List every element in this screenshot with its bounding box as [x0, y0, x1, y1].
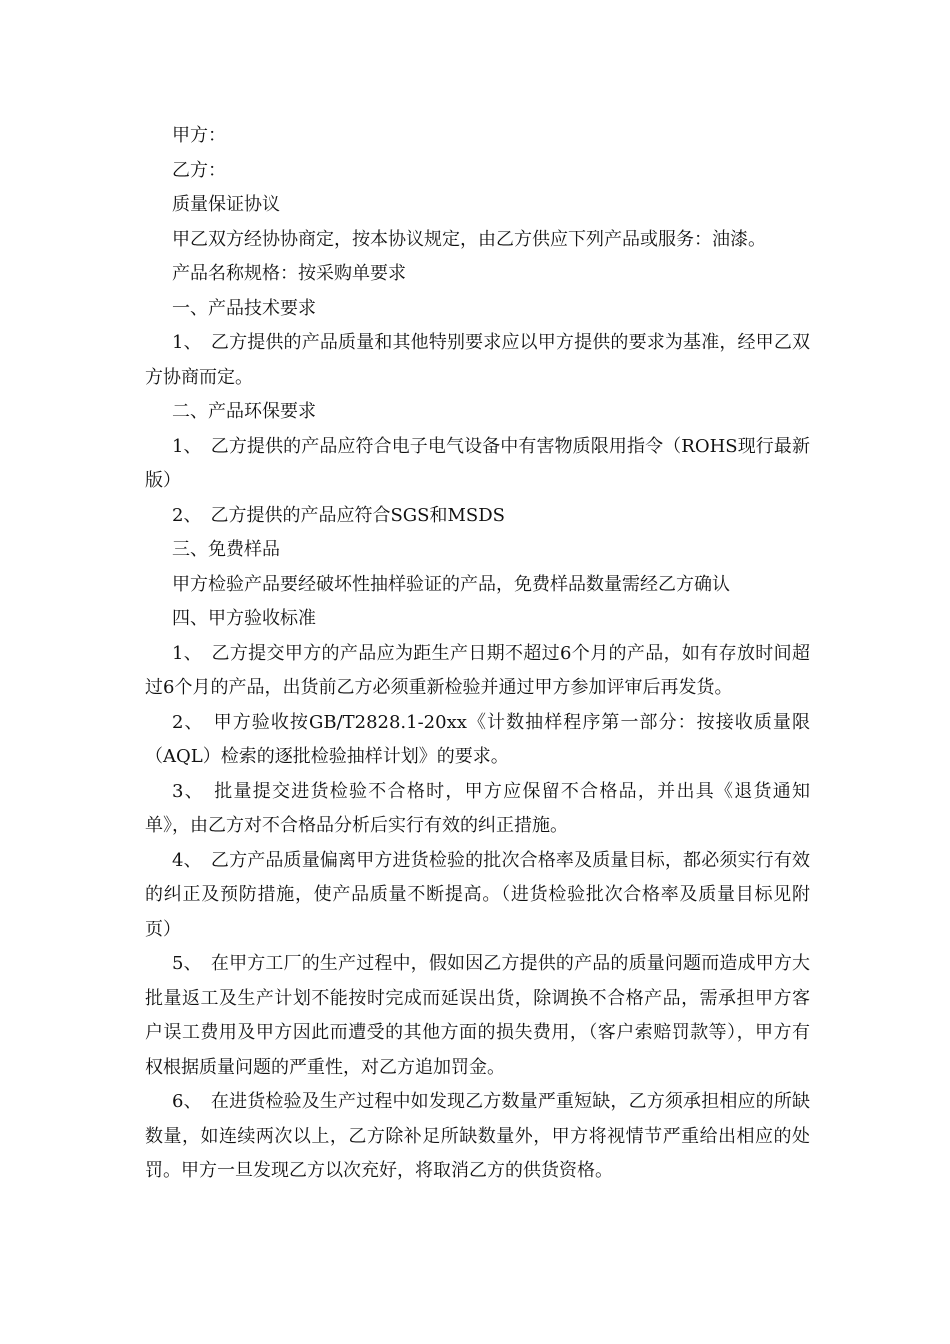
section-heading-environmental: 二、产品环保要求	[172, 401, 316, 422]
product-spec-line: 产品名称规格：按采购单要求	[172, 263, 406, 284]
section-heading-samples: 三、免费样品	[172, 539, 280, 560]
party-b-line: 乙方：	[172, 159, 226, 181]
acceptance-item-6: 6、 在进货检验及生产过程中如发现乙方数量严重短缺，乙方须承担相应的所缺数量，如连续两次以上，乙方除补足所缺数量外，甲方将视情节严重给出相应的处罚。甲方一旦发现乙方以次充好，将取消乙方的供货资格。	[145, 1091, 810, 1181]
intro-paragraph: 甲乙双方经协协商定，按本协议规定，由乙方供应下列产品或服务：油漆。	[172, 228, 766, 250]
party-a-line: 甲方：	[172, 125, 226, 146]
section-heading-technical: 一、产品技术要求	[172, 297, 316, 319]
document-title: 质量保证协议	[172, 194, 280, 215]
acceptance-item-4: 4、 乙方产品质量偏离甲方进货检验的批次合格率及质量目标，都必须实行有效的纠正及预防措施，使产品质量不断提高。（进货检验批次合格率及质量目标见附页）	[145, 849, 810, 940]
acceptance-item-2: 2、 甲方验收按GB/T2828.1-20xx《计数抽样程序第一部分：按接收质量限（AQL）检索的逐批检验抽样计划》的要求。	[145, 711, 810, 767]
environmental-item-2: 2、 乙方提供的产品应符合SGS和MSDS	[172, 504, 506, 526]
acceptance-item-5: 5、 在甲方工厂的生产过程中，假如因乙方提供的产品的质量问题而造成甲方大批量返工及生产计划不能按时完成而延误出货，除调换不合格产品，需承担甲方客户误工费用及甲方因此而遭受的其他方面的损失费用，（客户索赔罚款等），甲方有权根据质量问题的严重性，对乙方追加罚金。	[145, 953, 810, 1078]
acceptance-item-1: 1、 乙方提交甲方的产品应为距生产日期不超过6个月的产品，如有存放时间超过6个月的产品，出货前乙方必须重新检验并通过甲方参加评审后再发货。	[145, 642, 810, 698]
document-body	[145, 119, 810, 1189]
samples-paragraph: 甲方检验产品要经破坏性抽样验证的产品，免费样品数量需经乙方确认	[172, 573, 730, 595]
technical-item-1: 1、 乙方提供的产品质量和其他特别要求应以甲方提供的要求为基准，经甲乙双方协商而定。	[145, 332, 810, 388]
section-heading-acceptance: 四、甲方验收标准	[172, 608, 316, 629]
environmental-item-1: 1、 乙方提供的产品应符合电子电气设备中有害物质限用指令（ROHS现行最新版）	[145, 435, 810, 491]
acceptance-item-3: 3、 批量提交进货检验不合格时，甲方应保留不合格品，并出具《退货通知单》，由乙方对不合格品分析后实行有效的纠正措施。	[145, 780, 810, 836]
